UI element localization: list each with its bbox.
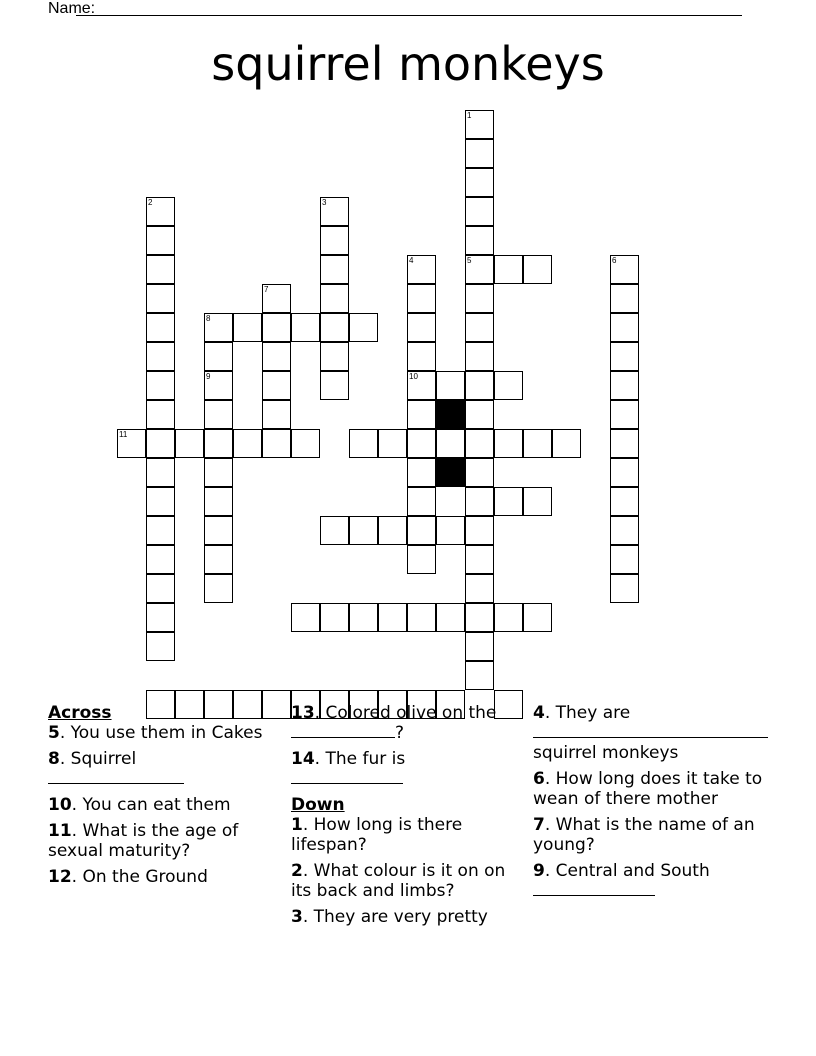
clue-number: 7 <box>264 285 269 294</box>
grid-cell[interactable] <box>610 458 639 487</box>
answer-blank <box>533 881 655 896</box>
grid-cell[interactable] <box>465 371 494 400</box>
grid-cell[interactable] <box>436 371 465 400</box>
grid-cell[interactable] <box>523 487 552 516</box>
clue-number: 6 <box>612 256 617 265</box>
grid-cell[interactable] <box>407 487 436 516</box>
grid-cell[interactable] <box>146 458 175 487</box>
grid-cell[interactable] <box>146 342 175 371</box>
grid-cell[interactable] <box>610 255 639 284</box>
down-heading: Down <box>291 795 345 815</box>
grid-cell[interactable] <box>146 429 175 458</box>
grid-cell[interactable] <box>291 429 320 458</box>
clue-number: 9 <box>206 372 211 381</box>
answer-blank <box>48 769 184 784</box>
clue-number: 11 <box>119 430 128 439</box>
grid-cell[interactable] <box>204 342 233 371</box>
grid-cell[interactable] <box>262 400 291 429</box>
grid-cell[interactable] <box>436 429 465 458</box>
grid-cell[interactable] <box>523 429 552 458</box>
clues-column-2 <box>291 703 527 933</box>
grid-cell[interactable] <box>610 284 639 313</box>
grid-cell[interactable] <box>494 487 523 516</box>
grid-cell[interactable] <box>465 487 494 516</box>
grid-cell[interactable] <box>465 197 494 226</box>
answer-blank <box>533 723 768 738</box>
grid-cell[interactable] <box>407 342 436 371</box>
grid-cell[interactable] <box>320 313 349 342</box>
grid-cell[interactable] <box>610 574 639 603</box>
grid-cell[interactable] <box>146 313 175 342</box>
grid-cell[interactable] <box>320 197 349 226</box>
clues-column-3 <box>533 703 773 907</box>
grid-cell[interactable] <box>465 168 494 197</box>
clue-number: 3 <box>322 198 327 207</box>
grid-cell[interactable] <box>610 545 639 574</box>
grid-cell[interactable] <box>465 284 494 313</box>
grid-cell[interactable] <box>204 371 233 400</box>
clue-number: 2 <box>148 198 153 207</box>
grid-cell[interactable] <box>233 429 262 458</box>
clue-down-7: 7. What is the name of an young? <box>533 815 755 855</box>
grid-cell[interactable] <box>465 255 494 284</box>
grid-cell[interactable] <box>233 313 262 342</box>
grid-cell[interactable] <box>146 255 175 284</box>
grid-cell[interactable] <box>320 342 349 371</box>
grid-cell[interactable] <box>407 313 436 342</box>
grid-cell[interactable] <box>610 487 639 516</box>
clue-number: 1 <box>467 111 472 120</box>
answer-blank <box>291 769 403 784</box>
grid-cell[interactable] <box>262 313 291 342</box>
grid-cell[interactable] <box>465 139 494 168</box>
grid-cell[interactable] <box>407 371 436 400</box>
clue-down-3: 3. They are very pretty <box>291 907 488 927</box>
grid-cell[interactable] <box>610 400 639 429</box>
grid-cell[interactable] <box>494 255 523 284</box>
clue-across-11: 11. What is the age of sexual maturity? <box>48 821 239 861</box>
grid-cell[interactable] <box>407 516 436 545</box>
grid-cell[interactable] <box>204 458 233 487</box>
grid-cell[interactable] <box>378 516 407 545</box>
clue-across-8: 8. Squirrel <box>48 749 280 789</box>
grid-cell[interactable] <box>494 371 523 400</box>
grid-cell[interactable] <box>465 458 494 487</box>
grid-cell[interactable] <box>465 516 494 545</box>
grid-cell[interactable] <box>494 429 523 458</box>
grid-cell[interactable] <box>262 342 291 371</box>
grid-cell[interactable] <box>262 371 291 400</box>
clue-number: 4 <box>409 256 414 265</box>
grid-cell[interactable] <box>349 429 378 458</box>
grid-cell[interactable] <box>146 516 175 545</box>
black-cell <box>436 458 465 487</box>
grid-cell[interactable] <box>146 603 175 632</box>
grid-cell[interactable] <box>610 371 639 400</box>
grid-cell[interactable] <box>465 110 494 139</box>
grid-cell[interactable] <box>610 429 639 458</box>
grid-cell[interactable] <box>378 603 407 632</box>
grid-cell[interactable] <box>204 487 233 516</box>
grid-cell[interactable] <box>291 603 320 632</box>
grid-cell[interactable] <box>175 429 204 458</box>
name-label: Name: <box>48 0 96 17</box>
grid-cell[interactable] <box>407 429 436 458</box>
grid-cell[interactable] <box>204 545 233 574</box>
grid-cell[interactable] <box>465 574 494 603</box>
grid-cell[interactable] <box>320 371 349 400</box>
clue-number: 8 <box>206 314 211 323</box>
clue-number: 5 <box>467 256 472 265</box>
grid-cell[interactable] <box>204 574 233 603</box>
grid-cell[interactable] <box>523 603 552 632</box>
grid-cell[interactable] <box>320 255 349 284</box>
grid-cell[interactable] <box>146 400 175 429</box>
grid-cell[interactable] <box>465 603 494 632</box>
grid-cell[interactable] <box>349 313 378 342</box>
grid-cell[interactable] <box>204 429 233 458</box>
grid-cell[interactable] <box>407 284 436 313</box>
grid-cell[interactable] <box>465 313 494 342</box>
clue-across-12: 12. On the Ground <box>48 867 208 887</box>
grid-cell[interactable] <box>610 342 639 371</box>
grid-cell[interactable] <box>465 342 494 371</box>
grid-cell[interactable] <box>465 429 494 458</box>
puzzle-title: squirrel monkeys <box>211 37 605 91</box>
clue-across-10: 10. You can eat them <box>48 795 231 815</box>
clue-down-1: 1. How long is there lifespan? <box>291 815 463 855</box>
grid-cell[interactable] <box>117 429 146 458</box>
grid-cell[interactable] <box>436 603 465 632</box>
clue-across-14: 14. The fur is <box>291 749 527 789</box>
grid-cell[interactable] <box>146 632 175 661</box>
black-cell <box>436 400 465 429</box>
answer-blank <box>291 723 395 738</box>
grid-cell[interactable] <box>146 545 175 574</box>
grid-cell[interactable] <box>320 516 349 545</box>
grid-cell[interactable] <box>465 400 494 429</box>
grid-cell[interactable] <box>465 632 494 661</box>
grid-cell[interactable] <box>407 400 436 429</box>
grid-cell[interactable] <box>146 574 175 603</box>
clues-column-1 <box>48 703 280 893</box>
grid-cell[interactable] <box>465 226 494 255</box>
clue-down-9: 9. Central and South <box>533 861 773 901</box>
grid-cell[interactable] <box>320 226 349 255</box>
grid-cell[interactable] <box>465 661 494 690</box>
grid-cell[interactable] <box>407 458 436 487</box>
clue-number: 10 <box>409 372 418 381</box>
grid-cell[interactable] <box>465 545 494 574</box>
grid-cell[interactable] <box>407 603 436 632</box>
grid-cell[interactable] <box>552 429 581 458</box>
grid-cell[interactable] <box>320 284 349 313</box>
grid-cell[interactable] <box>523 255 552 284</box>
grid-cell[interactable] <box>291 313 320 342</box>
grid-cell[interactable] <box>407 545 436 574</box>
clue-across-13: 13. Colored olive on the ? <box>291 703 497 743</box>
clue-down-6: 6. How long does it take to wean of there mother <box>533 769 763 809</box>
clue-down-4: 4. They are squirrel monkeys <box>533 703 773 763</box>
grid-cell[interactable] <box>146 487 175 516</box>
grid-cell[interactable] <box>494 603 523 632</box>
grid-cell[interactable] <box>146 371 175 400</box>
across-heading: Across <box>48 703 112 723</box>
grid-cell[interactable] <box>262 429 291 458</box>
grid-cell[interactable] <box>146 226 175 255</box>
grid-cell[interactable] <box>204 313 233 342</box>
grid-cell[interactable] <box>204 516 233 545</box>
grid-cell[interactable] <box>610 313 639 342</box>
grid-cell[interactable] <box>320 603 349 632</box>
grid-cell[interactable] <box>610 516 639 545</box>
grid-cell[interactable] <box>204 400 233 429</box>
grid-cell[interactable] <box>349 603 378 632</box>
grid-cell[interactable] <box>262 284 291 313</box>
grid-cell[interactable] <box>436 516 465 545</box>
clue-across-5: 5. You use them in Cakes <box>48 723 263 743</box>
grid-cell[interactable] <box>378 429 407 458</box>
grid-cell[interactable] <box>349 516 378 545</box>
grid-cell[interactable] <box>146 197 175 226</box>
clue-down-2: 2. What colour is it on on its back and limbs? <box>291 861 506 901</box>
grid-cell[interactable] <box>407 255 436 284</box>
grid-cell[interactable] <box>146 284 175 313</box>
